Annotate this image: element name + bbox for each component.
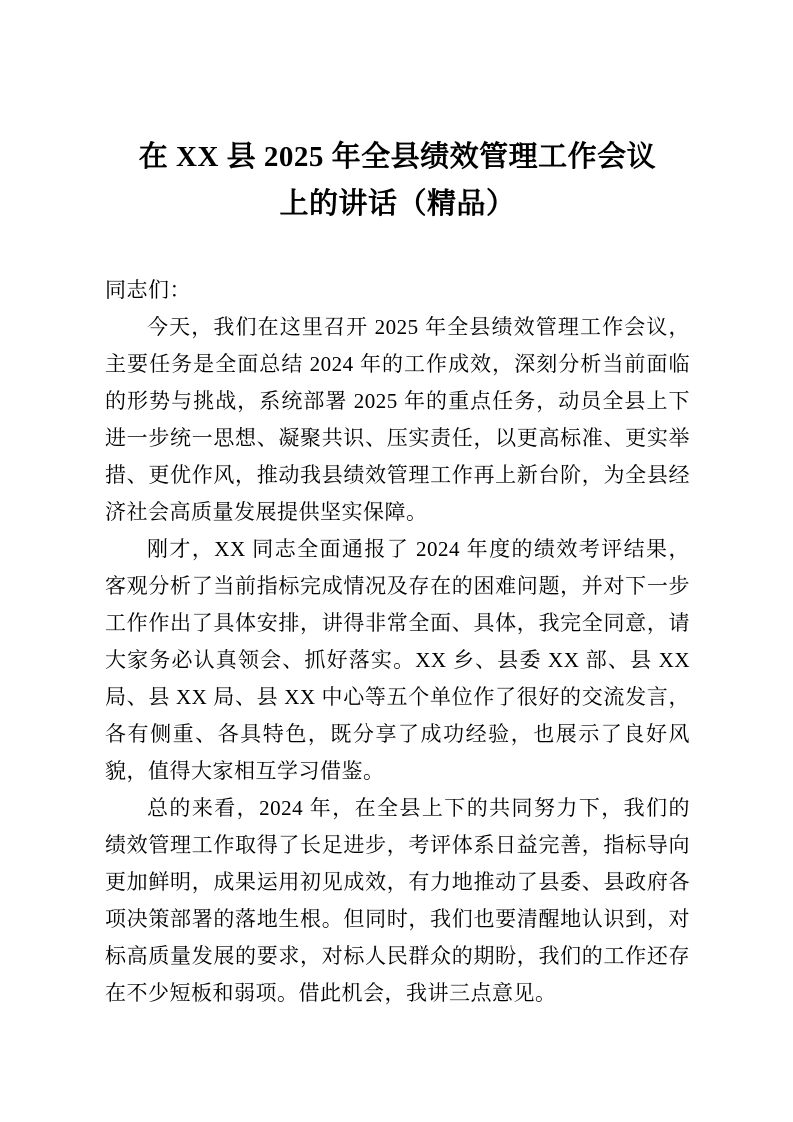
body-paragraph-2: 刚才，XX 同志全面通报了 2024 年度的绩效考评结果，客观分析了当前指标完成情况及存在的困难问题，并对下一步工作作出了具体安排，讲得非常全面、具体，我完全同意，请大家务必认真领会、抓好落实。XX 乡、县委 XX 部、县 XX 局、县 XX 局、县 XX 中心等五个单位作了很好的交流发言，各有侧重、各具特色，既分享了成功经验，也展示了良好风貌，值得大家相互学习借鉴。 bbox=[105, 537, 690, 783]
body-paragraph-3: 总的来看，2024 年，在全县上下的共同努力下，我们的绩效管理工作取得了长足进步，考评体系日益完善，指标导向更加鲜明，成果运用初见成效，有力地推动了县委、县政府各项决策部署的落地生根。但同时，我们也要清醒地认识到，对标高质量发展的要求，对标人民群众的期盼，我们的工作还存在不少短板和弱项。借此机会，我讲三点意见。 bbox=[105, 796, 690, 1005]
document-body bbox=[105, 272, 690, 1012]
body-paragraph-1: 今天，我们在这里召开 2025 年全县绩效管理工作会议，主要任务是全面总结 2024 年的工作成效，深刻分析当前面临的形势与挑战，系统部署 2025 年的重点任务，动员全县上下进一步统一思想、凝聚共识、压实责任，以更高标准、更实举措、更优作风，推动我县绩效管理工作再上新台阶，为全县经济社会高质量发展提供坚实保障。 bbox=[105, 315, 690, 524]
document-title-line-2: 上的讲话（精品） bbox=[279, 188, 516, 220]
document-title bbox=[105, 134, 690, 228]
salutation-line: 同志们： bbox=[105, 278, 191, 302]
document-title-line-1: 在 XX 县 2025 年全县绩效管理工作会议 bbox=[138, 141, 657, 173]
